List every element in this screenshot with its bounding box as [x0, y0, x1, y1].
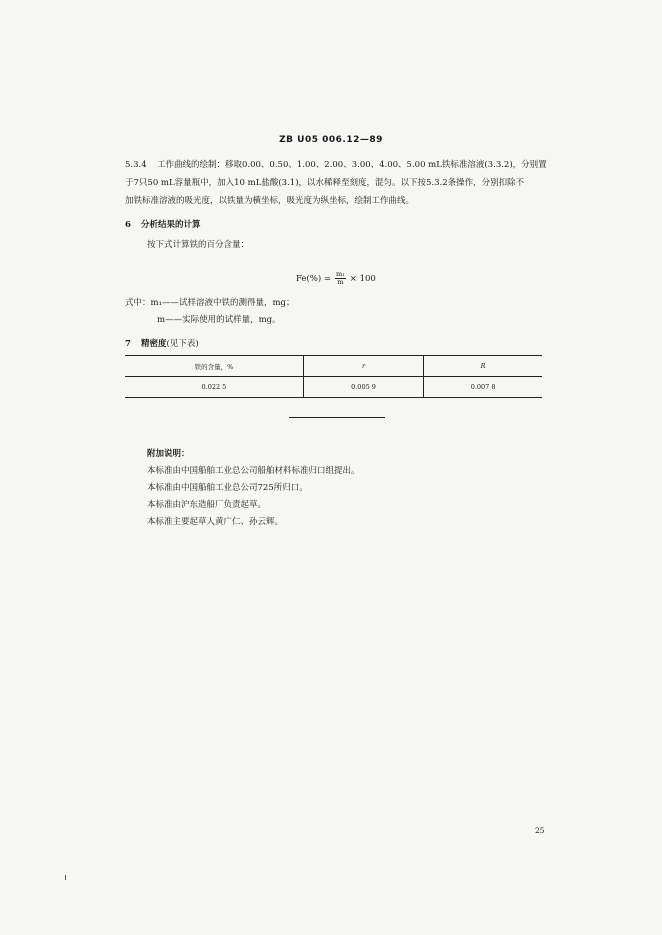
header-R: R: [424, 356, 542, 377]
section-7-heading: [125, 337, 199, 349]
additional-notes: [147, 446, 360, 531]
definition-m: [157, 313, 281, 325]
cell-R: 0.007 8: [424, 377, 542, 398]
iron-formula: [296, 271, 376, 286]
header-iron-content: 铁的含量，%: [125, 356, 303, 377]
table-row: [125, 377, 542, 398]
m1-text: ——试样溶液中铁的测得量，mg；: [161, 298, 295, 308]
header-r: r: [303, 356, 423, 377]
section-6-intro: 按下式计算铁的百分含量：: [147, 240, 250, 250]
definitions-lead: 式中：: [125, 298, 151, 308]
end-divider: [289, 417, 385, 418]
m1-symbol: m₁: [150, 298, 162, 308]
m-text: ——实际使用的试样量，mg。: [165, 315, 281, 325]
clause-text-1: 工作曲线的绘制：移取0.00、0.50、1.00、2.00、3.00、4.00、5.00 mL铁标准溶液(3.3.2)，分别置: [157, 160, 547, 170]
notes-line: 本标准由沪东造船厂负责起草。: [147, 500, 267, 510]
notes-line: 本标准由中国船舶工业总公司船舶材料标准归口组提出。: [147, 466, 360, 476]
m-symbol: m: [157, 315, 166, 325]
formula-fraction: [335, 271, 346, 286]
section-7-title: 精密度: [141, 339, 167, 349]
notes-line: 本标准主要起草人黄广仁、孙云辉。: [147, 517, 284, 527]
cell-r: 0.005 9: [303, 377, 423, 398]
page-number: 25: [535, 826, 545, 835]
formula-lhs: Fe(%) =: [296, 273, 331, 284]
clause-number: 5.3.4: [125, 160, 147, 170]
clause-534-line-3: 加铁标准溶液的吸光度，以铁量为横坐标，吸光度为纵坐标，绘制工作曲线。: [125, 196, 415, 206]
formula-numerator: m₁: [336, 270, 345, 278]
formula-denominator: m: [337, 278, 344, 286]
section-6-number: 6: [125, 220, 131, 230]
section-6-heading: [125, 218, 201, 230]
section-7-suffix: (见下表): [166, 339, 199, 349]
section-6-title: 分析结果的计算: [141, 220, 201, 230]
scan-mark: [65, 875, 66, 880]
table-header-row: [125, 356, 542, 377]
precision-table: [125, 355, 542, 398]
clause-534-line-1: [125, 156, 547, 174]
standard-header: ZB U05 006.12—89: [279, 135, 383, 145]
section-7-number: 7: [125, 339, 131, 349]
cell-iron-content: 0.022 5: [125, 377, 303, 398]
definition-m1: [125, 296, 295, 308]
formula-rhs: × 100: [349, 273, 376, 284]
clause-534-line-2: 于7只50 mL容量瓶中，加入10 mL盐酸(3.1)，以水稀释至刻度，混匀。以下按5.3.2条操作，分别扣除不: [125, 178, 525, 188]
notes-line: 本标准由中国船舶工业总公司725所归口。: [147, 483, 308, 493]
notes-title: 附加说明：: [147, 449, 190, 459]
